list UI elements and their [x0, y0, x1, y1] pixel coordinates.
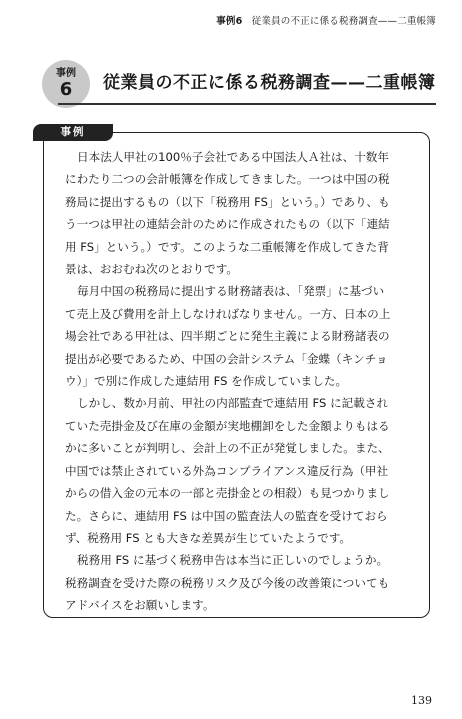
title-underline — [58, 103, 436, 105]
text-line: ウ）」で別に作成した連結用 FS を作成していました。 — [65, 374, 348, 389]
text-line: 日本法人甲社の100％子会社である中国法人Ａ社は、十数年 — [77, 150, 389, 164]
text-line: 景は、おおむね次のとおりです。 — [65, 262, 238, 277]
running-header-case: 事例6 — [216, 16, 243, 27]
case-badge-label: 事例 — [56, 68, 76, 79]
text-line: かに多いことが判明し、会計上の不正が発覚しました。また、 — [65, 441, 390, 456]
chapter-title: 従業員の不正に係る税務調査——二重帳簿 — [103, 73, 436, 93]
text-line: にわたり二つの会計帳簿を作成してきました。一つは中国の税 — [65, 172, 390, 187]
text-line: 用 FS」という。）です。このような二重帳簿を作成してきた背 — [65, 239, 389, 254]
text-line: 毎月中国の税務局に提出する財務諸表は、「発票」に基づい — [77, 284, 385, 299]
text-line: ていた売掛金及び在庫の金額が実地棚卸をした金額よりもはる — [65, 418, 390, 433]
text-line: 場会社である甲社は、四半期ごとに発生主義による財務諸表の — [65, 329, 390, 344]
running-header-title: 従業員の不正に係る税務調査——二重帳簿 — [251, 16, 436, 27]
running-header — [216, 13, 436, 27]
text-line: う一つは甲社の連結会計のために作成されたもの（以下「連結 — [65, 217, 390, 232]
case-badge-number: 6 — [59, 79, 73, 100]
text-line: 提出が必要であるため、中国の会計システム「金蝶（キンチョ — [65, 351, 388, 366]
page-number: 139 — [411, 694, 432, 707]
text-line: ず、税務用 FS とも大きな差異が生じていたようです。 — [65, 530, 351, 545]
text-line: しかし、数か月前、甲社の内部監査で連結用 FS に記載され — [77, 396, 389, 411]
text-line: た。さらに、連結用 FS は中国の監査法人の監査を受けておら — [65, 508, 388, 523]
case-text — [65, 146, 415, 617]
case-box-label: 事例 — [33, 124, 113, 141]
text-line: 税務調査を受けた際の税務リスク及び今後の改善策についても — [65, 575, 390, 590]
text-line: アドバイスをお願いします。 — [65, 598, 215, 613]
text-line: 務局に提出するもの（以下「税務用 FS」という。）であり、も — [65, 194, 390, 209]
text-line: からの借入金の元本の一部と売掛金との相殺）も見つかりまし — [65, 486, 390, 501]
text-line: 中国では禁止されている外為コンプライアンス違反行為（甲社 — [65, 463, 389, 478]
text-line: 税務用 FS に基づく税務申告は本当に正しいのでしょうか。 — [77, 553, 389, 568]
text-line: て売上及び費用を計上しなければなりません。一方、日本の上 — [65, 306, 391, 321]
case-number-badge — [42, 60, 90, 108]
